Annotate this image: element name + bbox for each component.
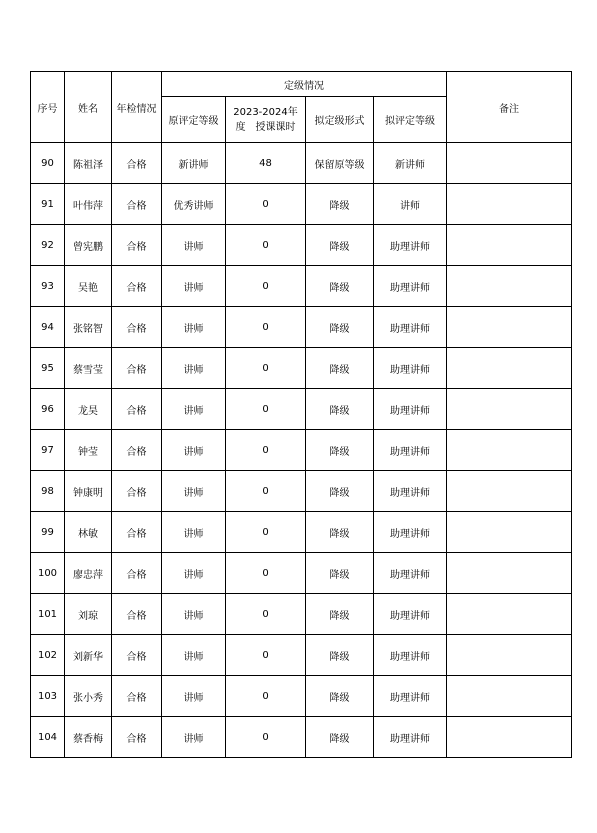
cell-remark xyxy=(447,143,572,184)
cell-proposed-level: 助理讲师 xyxy=(374,512,447,553)
cell-name: 陈祖泽 xyxy=(65,143,112,184)
table-row xyxy=(31,676,572,717)
cell-index: 91 xyxy=(31,184,65,225)
table-row xyxy=(31,184,572,225)
cell-remark xyxy=(447,184,572,225)
table-row xyxy=(31,266,572,307)
cell-name: 吴艳 xyxy=(65,266,112,307)
cell-index: 93 xyxy=(31,266,65,307)
table-row xyxy=(31,307,572,348)
table-row xyxy=(31,389,572,430)
cell-original-level: 讲师 xyxy=(162,676,226,717)
cell-index: 92 xyxy=(31,225,65,266)
cell-proposed-level: 助理讲师 xyxy=(374,635,447,676)
cell-proposed-level: 助理讲师 xyxy=(374,307,447,348)
header-teaching-hours xyxy=(226,97,306,143)
cell-annual-check: 合格 xyxy=(112,635,162,676)
cell-annual-check: 合格 xyxy=(112,348,162,389)
cell-remark xyxy=(447,266,572,307)
cell-annual-check: 合格 xyxy=(112,430,162,471)
header-annual-check: 年检情况 xyxy=(112,72,162,143)
cell-original-level: 讲师 xyxy=(162,512,226,553)
cell-annual-check: 合格 xyxy=(112,184,162,225)
cell-grading-form: 降级 xyxy=(306,553,374,594)
cell-name: 林敏 xyxy=(65,512,112,553)
cell-grading-form: 降级 xyxy=(306,594,374,635)
cell-grading-form: 保留原等级 xyxy=(306,143,374,184)
cell-remark xyxy=(447,512,572,553)
cell-original-level: 新讲师 xyxy=(162,143,226,184)
header-hours-line2: 度 授课课时 xyxy=(235,121,296,133)
cell-grading-form: 降级 xyxy=(306,266,374,307)
cell-original-level: 讲师 xyxy=(162,307,226,348)
cell-original-level: 讲师 xyxy=(162,594,226,635)
cell-remark xyxy=(447,348,572,389)
cell-proposed-level: 助理讲师 xyxy=(374,389,447,430)
cell-annual-check: 合格 xyxy=(112,676,162,717)
cell-grading-form: 降级 xyxy=(306,389,374,430)
cell-index: 100 xyxy=(31,553,65,594)
cell-remark xyxy=(447,676,572,717)
cell-proposed-level: 助理讲师 xyxy=(374,348,447,389)
cell-grading-form: 降级 xyxy=(306,307,374,348)
cell-index: 98 xyxy=(31,471,65,512)
cell-annual-check: 合格 xyxy=(112,225,162,266)
cell-index: 99 xyxy=(31,512,65,553)
cell-proposed-level: 助理讲师 xyxy=(374,553,447,594)
cell-proposed-level: 助理讲师 xyxy=(374,676,447,717)
table-row xyxy=(31,512,572,553)
cell-grading-form: 降级 xyxy=(306,430,374,471)
cell-index: 95 xyxy=(31,348,65,389)
table-row xyxy=(31,635,572,676)
cell-teaching-hours: 0 xyxy=(226,430,306,471)
cell-original-level: 讲师 xyxy=(162,348,226,389)
cell-teaching-hours: 0 xyxy=(226,676,306,717)
cell-name: 叶伟萍 xyxy=(65,184,112,225)
cell-teaching-hours: 0 xyxy=(226,266,306,307)
header-row-top xyxy=(31,72,572,97)
cell-teaching-hours: 0 xyxy=(226,471,306,512)
cell-teaching-hours: 0 xyxy=(226,512,306,553)
header-index: 序号 xyxy=(31,72,65,143)
cell-name: 曾宪鹏 xyxy=(65,225,112,266)
cell-index: 104 xyxy=(31,717,65,758)
cell-original-level: 优秀讲师 xyxy=(162,184,226,225)
cell-annual-check: 合格 xyxy=(112,266,162,307)
table-row xyxy=(31,225,572,266)
cell-proposed-level: 助理讲师 xyxy=(374,594,447,635)
cell-proposed-level: 新讲师 xyxy=(374,143,447,184)
cell-annual-check: 合格 xyxy=(112,512,162,553)
cell-teaching-hours: 0 xyxy=(226,594,306,635)
grading-table xyxy=(30,71,572,758)
header-hours-line1: 2023-2024年 xyxy=(233,106,298,118)
cell-teaching-hours: 0 xyxy=(226,635,306,676)
cell-remark xyxy=(447,225,572,266)
cell-original-level: 讲师 xyxy=(162,225,226,266)
cell-proposed-level: 助理讲师 xyxy=(374,266,447,307)
table-row xyxy=(31,143,572,184)
cell-name: 刘琼 xyxy=(65,594,112,635)
cell-name: 廖忠萍 xyxy=(65,553,112,594)
cell-teaching-hours: 0 xyxy=(226,389,306,430)
cell-remark xyxy=(447,389,572,430)
cell-grading-form: 降级 xyxy=(306,184,374,225)
cell-teaching-hours: 0 xyxy=(226,348,306,389)
cell-original-level: 讲师 xyxy=(162,635,226,676)
cell-original-level: 讲师 xyxy=(162,266,226,307)
cell-name: 龙昊 xyxy=(65,389,112,430)
cell-teaching-hours: 0 xyxy=(226,184,306,225)
cell-index: 90 xyxy=(31,143,65,184)
header-grading-form: 拟定级形式 xyxy=(306,97,374,143)
cell-name: 蔡香梅 xyxy=(65,717,112,758)
cell-name: 刘新华 xyxy=(65,635,112,676)
cell-annual-check: 合格 xyxy=(112,389,162,430)
cell-remark xyxy=(447,430,572,471)
header-original-level: 原评定等级 xyxy=(162,97,226,143)
cell-original-level: 讲师 xyxy=(162,471,226,512)
cell-annual-check: 合格 xyxy=(112,594,162,635)
cell-remark xyxy=(447,594,572,635)
cell-original-level: 讲师 xyxy=(162,717,226,758)
cell-original-level: 讲师 xyxy=(162,430,226,471)
cell-grading-form: 降级 xyxy=(306,225,374,266)
header-remarks: 备注 xyxy=(447,72,572,143)
table-row xyxy=(31,471,572,512)
cell-index: 94 xyxy=(31,307,65,348)
cell-name: 张小秀 xyxy=(65,676,112,717)
table-row xyxy=(31,553,572,594)
cell-annual-check: 合格 xyxy=(112,307,162,348)
cell-remark xyxy=(447,471,572,512)
cell-index: 96 xyxy=(31,389,65,430)
cell-proposed-level: 助理讲师 xyxy=(374,717,447,758)
cell-proposed-level: 助理讲师 xyxy=(374,430,447,471)
cell-remark xyxy=(447,553,572,594)
cell-grading-form: 降级 xyxy=(306,348,374,389)
cell-proposed-level: 讲师 xyxy=(374,184,447,225)
cell-index: 101 xyxy=(31,594,65,635)
cell-remark xyxy=(447,307,572,348)
cell-original-level: 讲师 xyxy=(162,389,226,430)
table-row xyxy=(31,348,572,389)
cell-remark xyxy=(447,717,572,758)
cell-remark xyxy=(447,635,572,676)
table-row xyxy=(31,717,572,758)
cell-name: 蔡雪莹 xyxy=(65,348,112,389)
cell-grading-form: 降级 xyxy=(306,676,374,717)
cell-annual-check: 合格 xyxy=(112,143,162,184)
cell-grading-form: 降级 xyxy=(306,471,374,512)
table-row xyxy=(31,594,572,635)
cell-index: 103 xyxy=(31,676,65,717)
header-proposed-level: 拟评定等级 xyxy=(374,97,447,143)
cell-index: 102 xyxy=(31,635,65,676)
cell-grading-form: 降级 xyxy=(306,512,374,553)
cell-name: 钟莹 xyxy=(65,430,112,471)
cell-proposed-level: 助理讲师 xyxy=(374,471,447,512)
cell-annual-check: 合格 xyxy=(112,553,162,594)
cell-teaching-hours: 0 xyxy=(226,307,306,348)
cell-grading-form: 降级 xyxy=(306,635,374,676)
cell-teaching-hours: 0 xyxy=(226,717,306,758)
cell-name: 张铭智 xyxy=(65,307,112,348)
cell-original-level: 讲师 xyxy=(162,553,226,594)
cell-index: 97 xyxy=(31,430,65,471)
cell-annual-check: 合格 xyxy=(112,717,162,758)
cell-teaching-hours: 0 xyxy=(226,225,306,266)
table-row xyxy=(31,430,572,471)
header-grading-group: 定级情况 xyxy=(162,72,447,97)
cell-teaching-hours: 0 xyxy=(226,553,306,594)
header-name: 姓名 xyxy=(65,72,112,143)
cell-proposed-level: 助理讲师 xyxy=(374,225,447,266)
cell-annual-check: 合格 xyxy=(112,471,162,512)
cell-name: 钟康明 xyxy=(65,471,112,512)
cell-grading-form: 降级 xyxy=(306,717,374,758)
cell-teaching-hours: 48 xyxy=(226,143,306,184)
